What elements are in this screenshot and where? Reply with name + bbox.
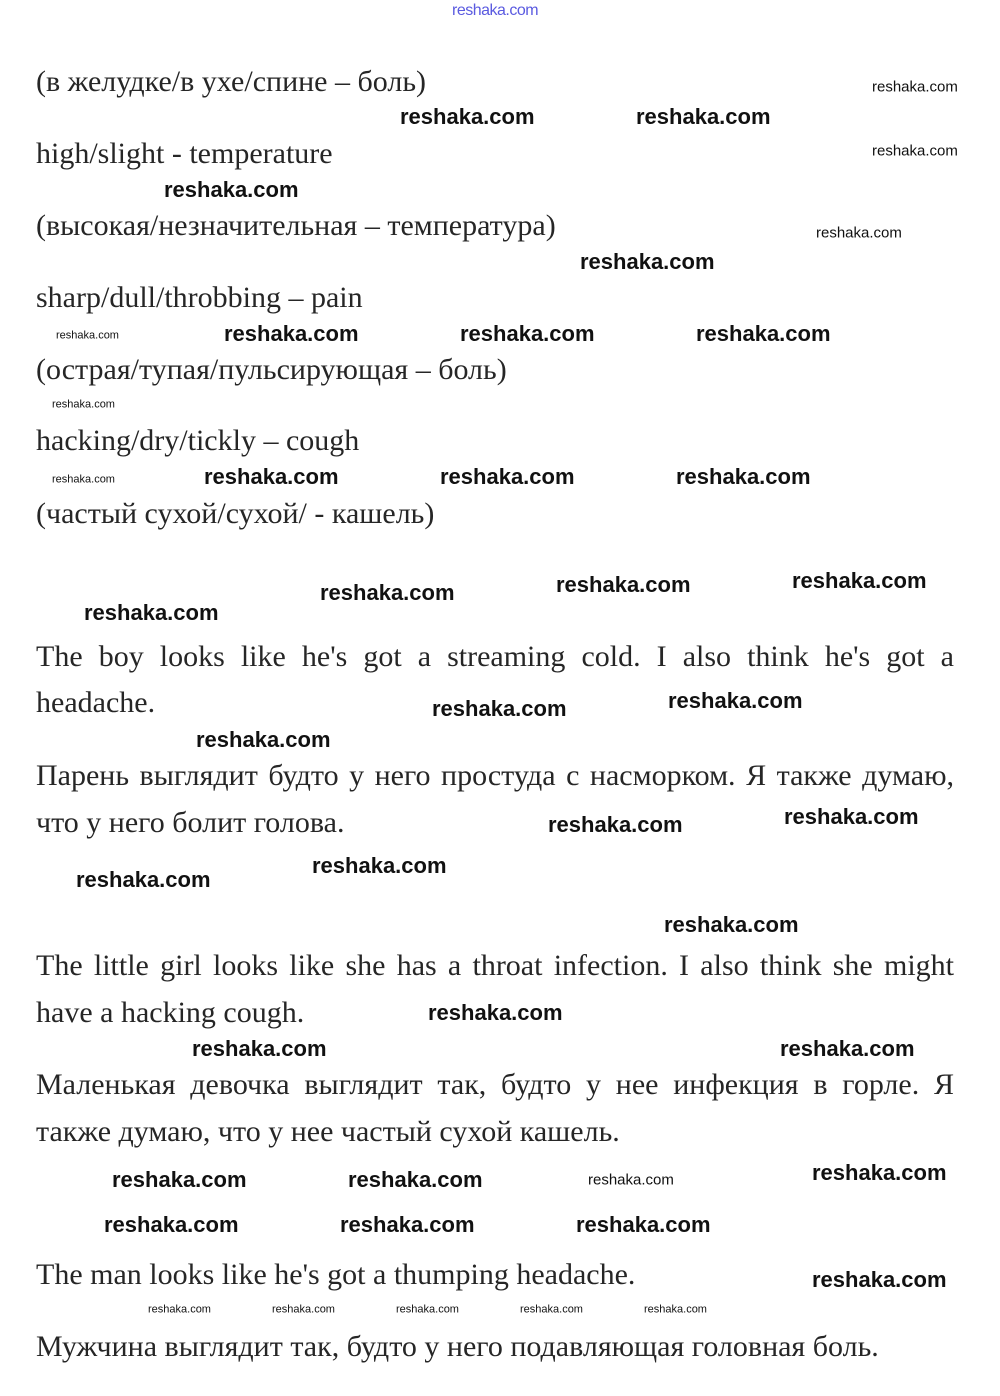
watermark: reshaka.com	[272, 1303, 335, 1316]
paragraph-line: также думаю, что у нее частый сухой кашель.	[36, 1115, 620, 1148]
watermark: reshaka.com	[348, 1167, 483, 1192]
paragraph-line: Парень выглядит будто у него простуда с насморком. Я также думаю,	[36, 759, 954, 792]
watermark: reshaka.com	[432, 696, 567, 721]
watermark: reshaka.com	[76, 867, 211, 892]
watermark: reshaka.com	[548, 812, 683, 837]
watermark: reshaka.com	[104, 1212, 239, 1237]
watermark: reshaka.com	[56, 329, 119, 342]
text-line: (в желудке/в ухе/спине – боль)	[36, 65, 426, 98]
text-line: sharp/dull/throbbing – pain	[36, 281, 363, 314]
watermark: reshaka.com	[196, 727, 331, 752]
watermark: reshaka.com	[340, 1212, 475, 1237]
watermark: reshaka.com	[812, 1160, 947, 1185]
watermark: reshaka.com	[192, 1036, 327, 1061]
watermark: reshaka.com	[580, 249, 715, 274]
text-line: high/slight - temperature	[36, 137, 333, 170]
watermark: reshaka.com	[52, 398, 115, 411]
paragraph-line: Маленькая девочка выглядит так, будто у нее инфекция в горле. Я	[36, 1068, 954, 1101]
watermark: reshaka.com	[52, 473, 115, 486]
watermark: reshaka.com	[460, 321, 595, 346]
watermark: reshaka.com	[696, 321, 831, 346]
watermark: reshaka.com	[644, 1303, 707, 1316]
watermark: reshaka.com	[676, 464, 811, 489]
watermark: reshaka.com	[588, 1171, 674, 1189]
watermark: reshaka.com	[780, 1036, 915, 1061]
paragraph-line: The little girl looks like she has a throat infection. I also think she might	[36, 949, 954, 982]
watermark: reshaka.com	[576, 1212, 711, 1237]
watermark: reshaka.com	[440, 464, 575, 489]
text-line: (частый сухой/сухой/ - кашель)	[36, 497, 435, 530]
watermark: reshaka.com	[872, 78, 958, 96]
paragraph-line: The man looks like he's got a thumping headache.	[36, 1258, 636, 1291]
watermark: reshaka.com	[164, 177, 299, 202]
watermark: reshaka.com	[148, 1303, 211, 1316]
watermark: reshaka.com	[224, 321, 359, 346]
watermark: reshaka.com	[664, 912, 799, 937]
watermark: reshaka.com	[396, 1303, 459, 1316]
paragraph-line: The boy looks like he's got a streaming cold. I also think he's got a	[36, 640, 954, 673]
watermark: reshaka.com	[204, 464, 339, 489]
text-line: (острая/тупая/пульсирующая – боль)	[36, 353, 507, 386]
watermark: reshaka.com	[112, 1167, 247, 1192]
paragraph-line: что у него болит голова.	[36, 806, 345, 839]
watermark: reshaka.com	[312, 853, 447, 878]
text-line: (высокая/незначительная – температура)	[36, 209, 556, 242]
watermark: reshaka.com	[400, 104, 535, 129]
watermark: reshaka.com	[872, 142, 958, 160]
text-line: hacking/dry/tickly – cough	[36, 424, 360, 457]
paragraph-line: have a hacking cough.	[36, 996, 305, 1029]
watermark: reshaka.com	[556, 572, 691, 597]
watermark: reshaka.com	[668, 688, 803, 713]
watermark: reshaka.com	[428, 1000, 563, 1025]
watermark: reshaka.com	[84, 600, 219, 625]
watermark: reshaka.com	[320, 580, 455, 605]
watermark: reshaka.com	[816, 224, 902, 242]
watermark[interactable]: reshaka.com	[452, 2, 539, 19]
paragraph-line: headache.	[36, 686, 156, 719]
watermark: reshaka.com	[784, 804, 919, 829]
watermark: reshaka.com	[636, 104, 771, 129]
watermark: reshaka.com	[812, 1267, 947, 1292]
paragraph-line: Мужчина выглядит так, будто у него подавляющая головная боль.	[36, 1330, 879, 1363]
watermark: reshaka.com	[792, 568, 927, 593]
watermark: reshaka.com	[520, 1303, 583, 1316]
